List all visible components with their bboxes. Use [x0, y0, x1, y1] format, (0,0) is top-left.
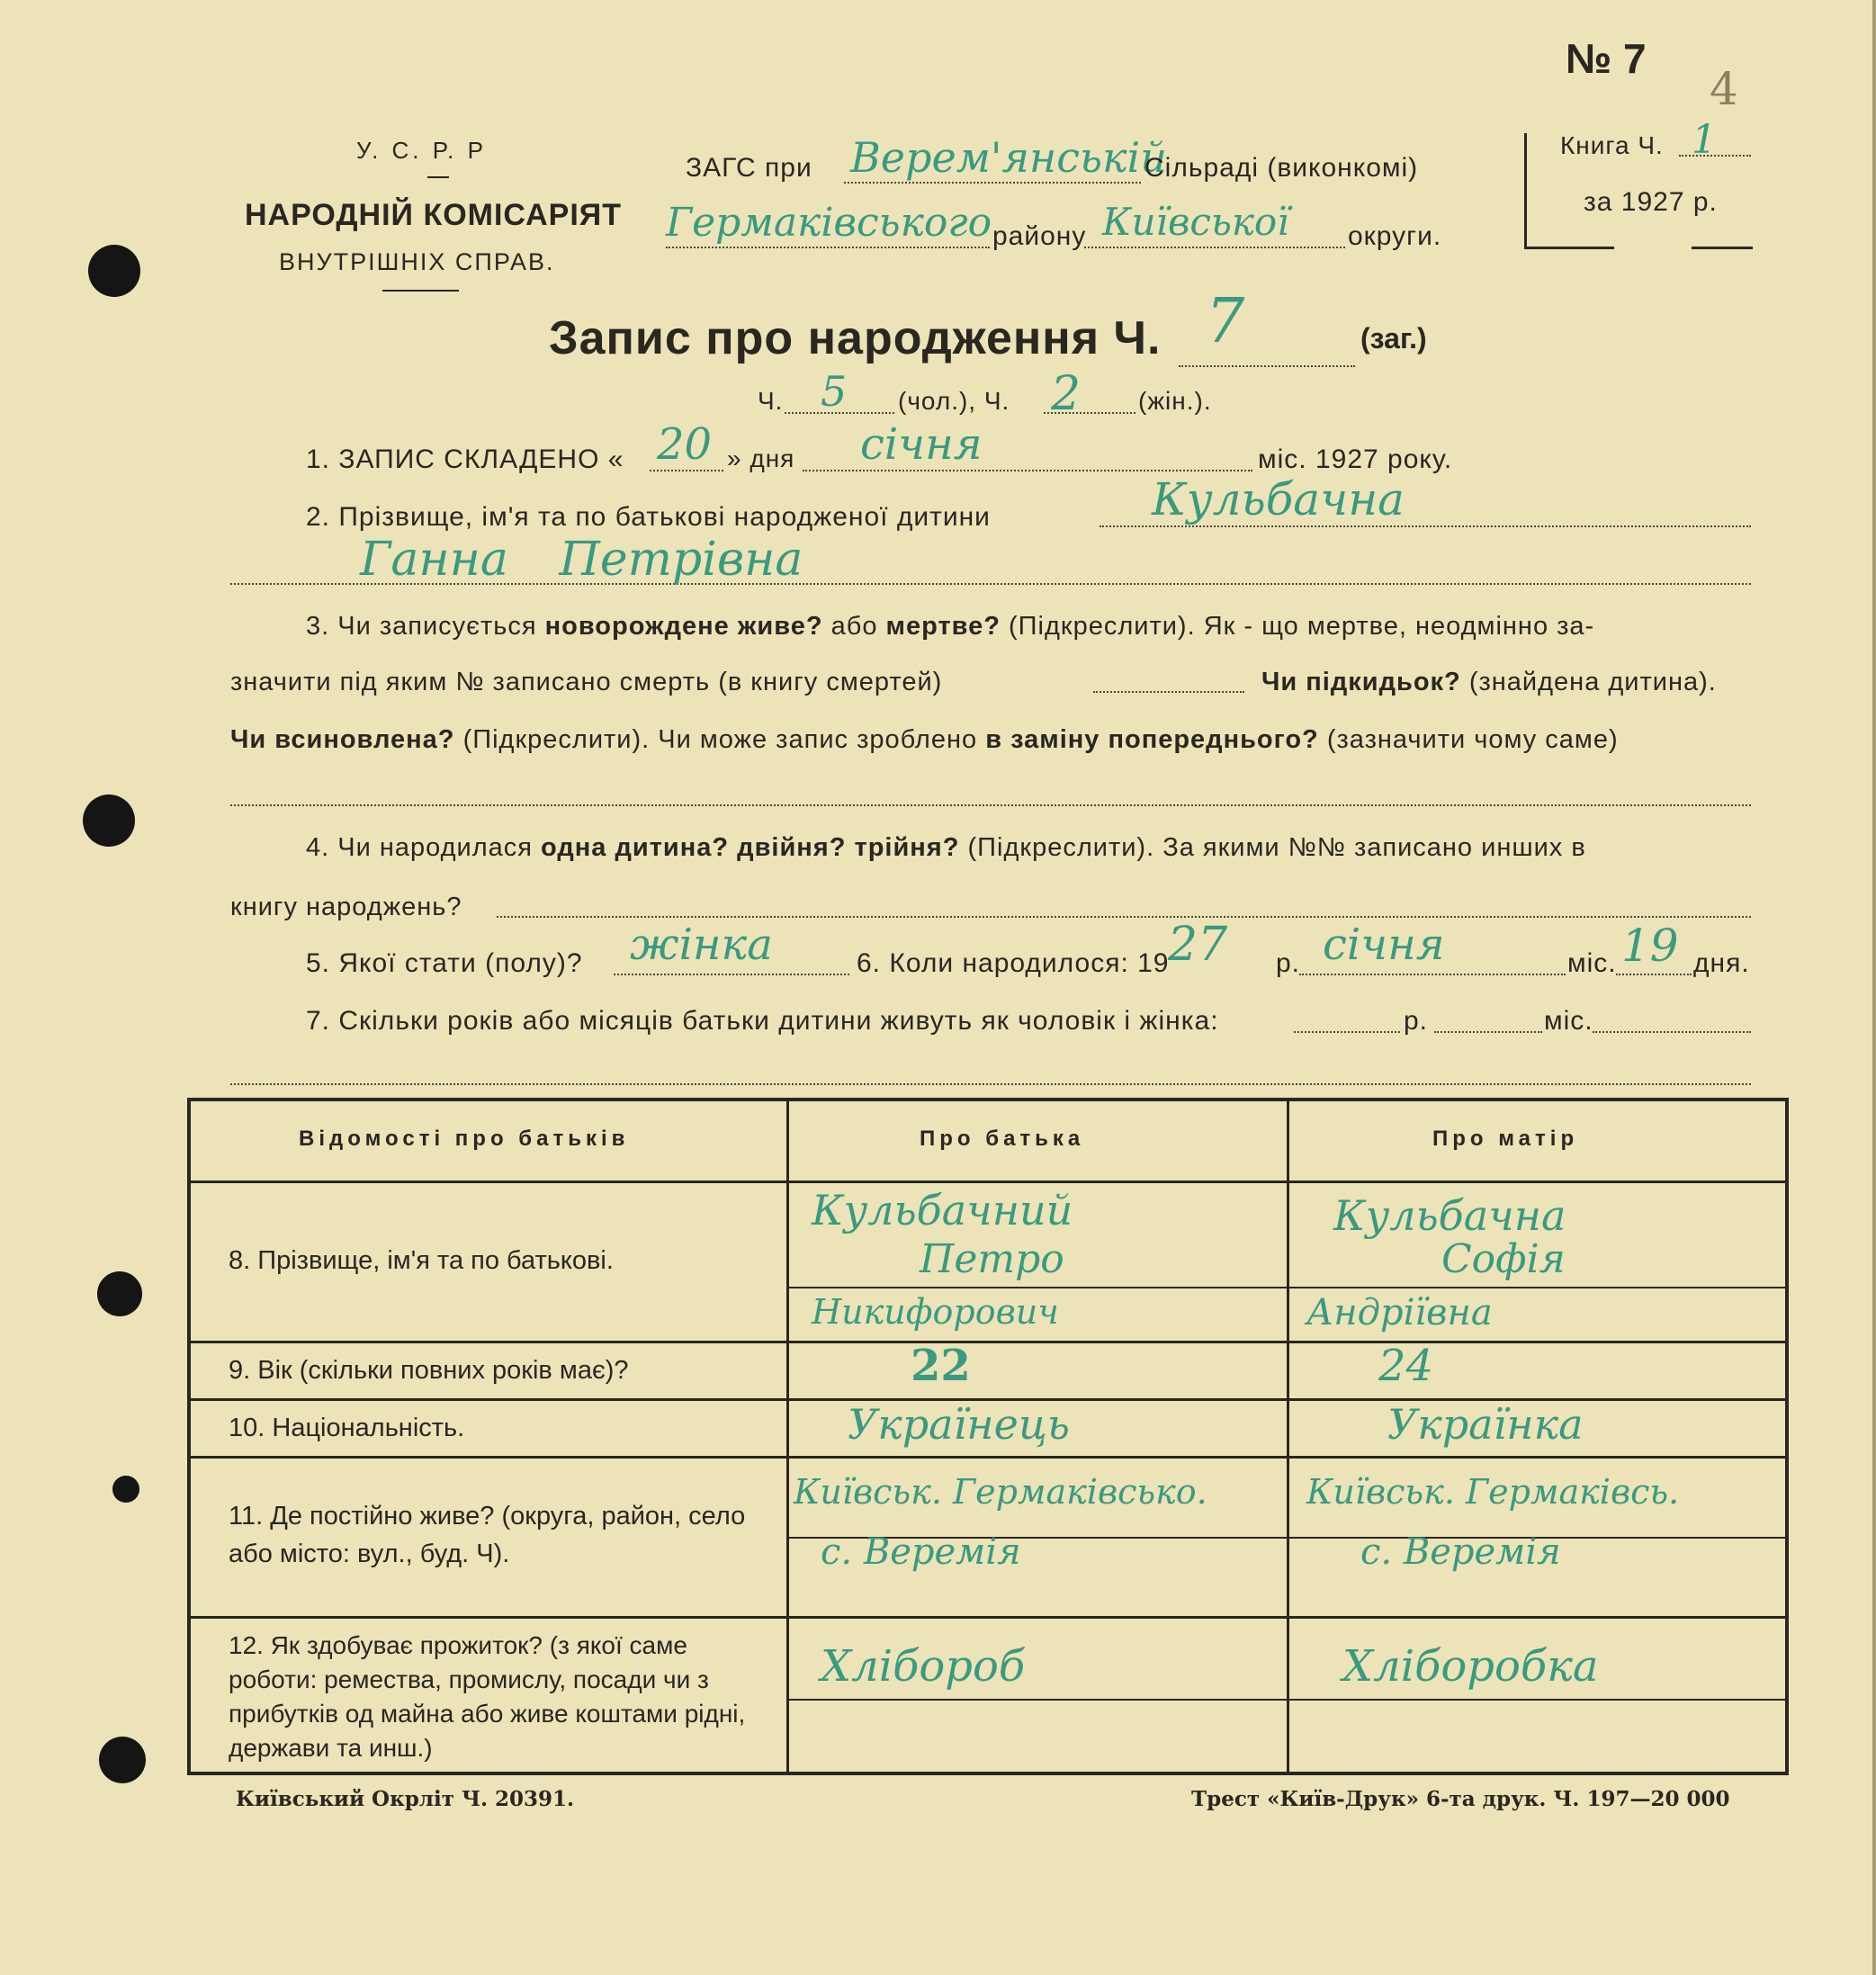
- district-handwritten: Гермаківського: [666, 200, 992, 246]
- child-surname-handwritten: Кульбачна: [1152, 473, 1405, 525]
- q3-alive: новорождене живе?: [544, 612, 823, 641]
- okrug-label: округи.: [1348, 221, 1442, 251]
- father-name-handwritten: Петро: [920, 1236, 1064, 1282]
- q7-months-dots: [1434, 1031, 1542, 1033]
- corner-pencil-mark: 4: [1710, 63, 1738, 115]
- male-label: (чол.), Ч.: [898, 387, 1010, 415]
- q4-a1: 4. Чи народилася: [306, 833, 533, 862]
- department-label: ВНУТРІШНІХ СПРАВ.: [279, 248, 555, 275]
- q7-tail-dots: [1593, 1031, 1751, 1033]
- row8-label: 8. Прізвище, ім'я та по батькові.: [229, 1246, 614, 1275]
- mother-name-handwritten: Софія: [1441, 1236, 1566, 1282]
- sex-handwritten: жінка: [630, 920, 773, 970]
- q7-dots-2: [230, 1083, 1751, 1085]
- sub-ch-label: Ч.: [758, 387, 784, 415]
- table-row-line: [191, 1456, 1785, 1459]
- q6-month-dots: [1299, 974, 1566, 975]
- q3-line-c: [230, 725, 1619, 755]
- q1-day-dots: [650, 470, 723, 471]
- q3-foundling: Чи підкидьок?: [1261, 668, 1461, 696]
- village-dots: [844, 182, 1141, 184]
- punch-hole: [112, 1476, 139, 1503]
- okrug-handwritten: Київської: [1102, 200, 1289, 244]
- mother-patronymic-handwritten: Андріївна: [1306, 1292, 1493, 1333]
- q4-dots: [497, 916, 1751, 918]
- q1-tail: міс. 1927 року.: [1258, 444, 1453, 474]
- punch-hole: [99, 1737, 146, 1783]
- parents-table: [187, 1098, 1789, 1775]
- punch-hole: [83, 794, 135, 847]
- corner-number: № 7: [1566, 35, 1647, 82]
- record-title: Запис про народження Ч.: [549, 312, 1162, 364]
- father-residence-1-handwritten: Київськ. Гермаківсько.: [794, 1472, 1207, 1512]
- row12-label: 12. Як здобуває прожиток? (з якої саме роботи: ремества, промислу, посади чи з прибутків од майна або живе коштами рідні, держави та инш.): [229, 1631, 746, 1762]
- father-residence-2-handwritten: с. Веремія: [821, 1531, 1021, 1573]
- mother-nationality-handwritten: Українка: [1387, 1400, 1584, 1449]
- father-patronymic-handwritten: Никифорович: [812, 1292, 1059, 1332]
- mother-age-handwritten: 24: [1378, 1341, 1434, 1391]
- q3-a1: 3. Чи записується: [306, 612, 537, 641]
- q1-label: 1. ЗАПИС СКЛАДЕНО «: [306, 444, 624, 474]
- council-label: Сільраді (виконкомі): [1144, 153, 1419, 183]
- q1-mid: » дня: [727, 444, 795, 472]
- q6-r: р.: [1276, 948, 1301, 978]
- table-row-line: [191, 1341, 1785, 1343]
- child-name-handwritten: Ганна Петрівна: [360, 533, 803, 587]
- q6-label: 6. Коли народилося: 19: [857, 948, 1170, 978]
- q3-c2: (Підкреслити). Чи може запис зроблено: [462, 725, 978, 754]
- district-label: району: [992, 221, 1087, 251]
- q3-b1: значити під яким № записано смерть (в книгу смертей): [230, 668, 943, 696]
- book-year: за 1927 р.: [1584, 187, 1718, 217]
- row9-label: 9. Вік (скільки повних років має)?: [229, 1356, 629, 1385]
- q4-line-a: [306, 833, 1586, 863]
- table-subrow-line: [786, 1699, 1785, 1701]
- record-number-handwritten: 7: [1206, 286, 1245, 357]
- q3-line-b2: [1261, 668, 1717, 697]
- q1-day-handwritten: 20: [657, 419, 713, 470]
- mother-surname-handwritten: Кульбачна: [1333, 1191, 1566, 1240]
- mother-residence-2-handwritten: с. Веремія: [1360, 1531, 1561, 1573]
- table-col-line: [786, 1101, 789, 1772]
- q7-r: р.: [1404, 1006, 1429, 1036]
- zags-prefix: ЗАГС при: [686, 153, 812, 183]
- male-count-handwritten: 5: [821, 367, 848, 416]
- female-label: (жін.).: [1138, 387, 1212, 415]
- q3-replacement: в заміну попереднього?: [985, 725, 1319, 754]
- q4-a3: (Підкреслити). За якими №№ записано инших в: [967, 833, 1586, 862]
- q3-adopted: Чи всиновлена?: [230, 725, 455, 754]
- father-occupation-handwritten: Хлібороб: [821, 1641, 1026, 1692]
- q3-line-a: [306, 612, 1594, 642]
- q4-options: одна дитина? двійня? трійня?: [541, 833, 960, 862]
- q3-dots: [230, 804, 1751, 806]
- table-row-line: [191, 1181, 1785, 1183]
- q6-mis: міс.: [1567, 948, 1617, 978]
- mother-residence-1-handwritten: Київськ. Гермаківсь.: [1306, 1472, 1680, 1512]
- book-label: Книга Ч.: [1560, 131, 1664, 159]
- q1-month-handwritten: січня: [860, 419, 983, 470]
- table-row-line: [191, 1616, 1785, 1619]
- okrug-dots: [1084, 247, 1345, 248]
- father-nationality-handwritten: Українець: [848, 1400, 1070, 1449]
- header-rule: [427, 176, 449, 178]
- footer-right: Трест «Київ-Друк» 6-та друк. Ч. 197—20 000: [1191, 1787, 1730, 1811]
- q2-label: 2. Прізвище, ім'я та по батькові народженої дитини: [306, 502, 991, 532]
- q3-line-b: [230, 668, 942, 697]
- table-col-line: [1287, 1101, 1289, 1772]
- q3-dead: мертве?: [885, 612, 1001, 641]
- punch-hole: [88, 245, 140, 297]
- q3-b3: (знайдена дитина).: [1468, 668, 1717, 696]
- birth-month-handwritten: січня: [1323, 920, 1445, 970]
- q5-label: 5. Якої стати (полу)?: [306, 948, 583, 978]
- table-header-father: Про батька: [920, 1127, 1085, 1151]
- book-box-bottom: [1692, 247, 1753, 249]
- village-handwritten: Верем'янській: [850, 133, 1167, 182]
- header-rule: [382, 290, 459, 292]
- q6-day-dots: [1616, 974, 1692, 975]
- commissariat-label: НАРОДНІЙ КОМІСАРІЯТ: [245, 198, 622, 232]
- q3-c4: (зазначити чому саме): [1326, 725, 1619, 754]
- q3-death-dots: [1093, 691, 1244, 693]
- book-handwritten: 1: [1692, 117, 1717, 163]
- row11-label: 11. Де постійно живе? (округа, район, село або місто: вул., буд. Ч).: [229, 1502, 746, 1568]
- district-dots: [666, 247, 990, 248]
- table-subrow-line: [786, 1287, 1785, 1288]
- book-box-bottom: [1524, 247, 1614, 249]
- female-count-handwritten: 2: [1051, 367, 1082, 421]
- table-header-info: Відомості про батьків: [299, 1127, 630, 1151]
- footer-left: Київський Окрліт Ч. 20391.: [236, 1787, 575, 1811]
- q5-dots: [614, 974, 849, 975]
- title-suffix: (заг.): [1360, 322, 1427, 355]
- father-surname-handwritten: Кульбачний: [812, 1186, 1073, 1234]
- table-header-mother: Про матір: [1432, 1127, 1579, 1151]
- title-dots: [1179, 365, 1355, 367]
- q3-or: або: [830, 612, 878, 641]
- father-age-handwritten: 22: [911, 1341, 971, 1391]
- q4-line-b: книгу народжень?: [230, 893, 462, 921]
- q1-month-dots: [803, 470, 1252, 471]
- q7-label: 7. Скільки років або місяців батьки дитини живуть як чоловік і жінка:: [306, 1006, 1219, 1036]
- q2-dots: [1100, 525, 1751, 527]
- row10-label: 10. Національність.: [229, 1414, 465, 1442]
- q7-years-dots: [1294, 1031, 1400, 1033]
- q3-a5: (Підкреслити). Як - що мертве, неодмінно за-: [1009, 612, 1595, 641]
- q7-mis: міс.: [1544, 1006, 1593, 1036]
- q6-dnya: дня.: [1693, 948, 1750, 978]
- book-box: [1524, 133, 1527, 247]
- birth-year-handwritten: 27: [1168, 918, 1228, 972]
- mother-occupation-handwritten: Хліборобка: [1342, 1641, 1599, 1692]
- punch-hole: [97, 1271, 142, 1316]
- birth-day-handwritten: 19: [1621, 920, 1679, 972]
- republic-label: У. С. Р. Р: [356, 137, 487, 164]
